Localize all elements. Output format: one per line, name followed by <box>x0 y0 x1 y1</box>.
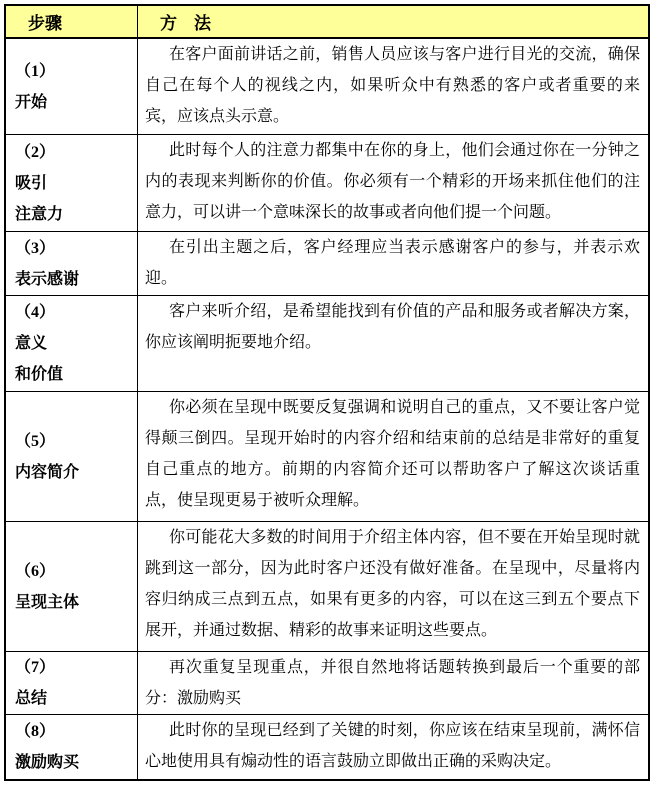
step-label-line: 表示感谢 <box>15 270 80 288</box>
step-label-line: 注意力 <box>15 205 64 223</box>
table-row <box>6 39 648 135</box>
step-cell <box>6 296 138 391</box>
table-row <box>6 392 648 522</box>
table-header-row <box>6 6 648 39</box>
table-row <box>6 135 648 232</box>
step-cell <box>6 522 138 651</box>
step-label-line: 总结 <box>15 690 48 707</box>
method-cell <box>138 232 648 295</box>
method-text: 在客户面前讲话之前，销售人员应该与客户进行目光的交流，确保自己在每个人的视线之内，如果听众中有熟悉的客户或者重要的来宾，应该点头示意。 <box>145 46 640 125</box>
steps-table <box>4 4 650 781</box>
header-method-cell: 方 法 <box>160 14 211 33</box>
method-cell <box>138 652 648 714</box>
method-text: 再次重复呈现重点，并很自然地将话题转换到最后一个重要的部分：激励购买 <box>145 659 640 707</box>
method-text: 你可能花大多数的时间用于介绍主体内容，但不要在开始呈现时就跳到这一部分，因为此时客户还没有做好准备。在呈现中，尽量将内容归纳成三点到五点，如果有更多的内容，可以在这三到五个要点下展开，并通过数据、精彩的故事来证明这些要点。 <box>145 529 640 639</box>
method-text: 此时你的呈现已经到了关键的时刻，你应该在结束呈现前，满怀信心地使用具有煽动性的语言鼓励立即做出正确的采购决定。 <box>145 722 640 770</box>
step-label-line: （4） <box>15 304 56 321</box>
table-row <box>6 652 648 715</box>
method-text: 此时每个人的注意力都集中在你的身上，他们会通过你在一分钟之内的表现来判断你的价值。你必须有一个精彩的开场来抓住他们的注意力，可以讲一个意味深长的故事或者向他们提一个问题。 <box>145 142 640 221</box>
step-label-line: 激励购买 <box>15 754 80 771</box>
step-label-line: （2） <box>15 143 56 161</box>
step-label-line: 意义 <box>15 335 48 352</box>
method-text: 客户来听介绍，是希望能找到有价值的产品和服务或者解决方案，你应该阐明扼要地介绍。 <box>145 303 640 351</box>
step-label-line: （8） <box>15 723 56 740</box>
step-label-line: （5） <box>15 432 56 450</box>
table-row <box>6 296 648 392</box>
method-cell <box>138 392 648 521</box>
step-label-line: （6） <box>15 562 56 580</box>
step-label-line: （3） <box>15 239 56 257</box>
step-cell <box>6 715 138 779</box>
step-label-line: 和价值 <box>15 366 64 383</box>
method-text: 在引出主题之后，客户经理应当表示感谢客户的参与，并表示欢迎。 <box>145 239 640 287</box>
method-cell <box>138 135 648 231</box>
table-row <box>6 232 648 296</box>
step-label-line: 内容简介 <box>15 463 80 481</box>
method-text: 你必须在呈现中既要反复强调和说明自己的重点，又不要让客户觉得颠三倒四。呈现开始时的内容介绍和结束前的总结是非常好的重复自己重点的地方。前期的内容简介还可以帮助客户了解这次谈话重点，使呈现更易于被听众理解。 <box>145 399 640 509</box>
step-label-line: 吸引 <box>15 174 48 192</box>
step-label-line: （1） <box>15 62 56 80</box>
step-label-line: 开始 <box>15 93 48 111</box>
step-label-line: （7） <box>15 659 56 676</box>
step-cell <box>6 392 138 521</box>
table-row <box>6 715 648 779</box>
method-cell <box>138 296 648 391</box>
step-label-line: 呈现主体 <box>15 593 80 611</box>
table-row <box>6 522 648 652</box>
step-cell <box>6 232 138 295</box>
step-cell <box>6 652 138 714</box>
method-cell <box>138 39 648 134</box>
step-cell <box>6 135 138 231</box>
header-step-cell: 步骤 <box>6 6 138 37</box>
method-cell <box>138 522 648 651</box>
method-cell <box>138 715 648 779</box>
step-cell <box>6 39 138 134</box>
